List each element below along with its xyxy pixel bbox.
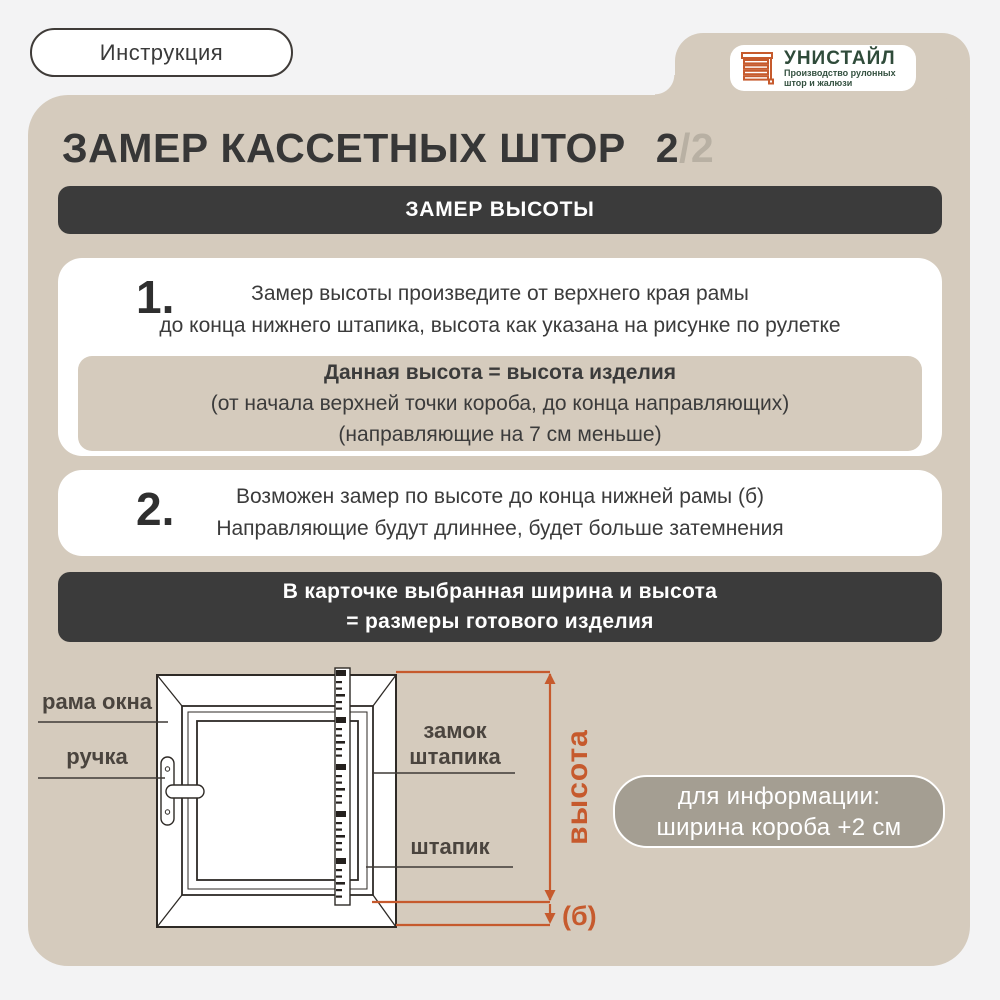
label-bead: штапик: [410, 834, 490, 859]
brand-text: [784, 49, 896, 88]
bottom-bar: [58, 572, 942, 642]
label-b: (б): [562, 901, 597, 931]
bottom-bar-line-2: = размеры готового изделия: [346, 610, 654, 633]
step-1-note-line-3: (направляющие на 7 см меньше): [338, 423, 662, 446]
step-1-line-2: до конца нижнего штапика, высота как указана на рисунке по рулетке: [159, 314, 841, 337]
step-1-box: [58, 258, 942, 456]
info-box-line-2: ширина короба +2 см: [656, 813, 902, 841]
page-number-current: 2: [655, 124, 680, 171]
page-title-text: ЗАМЕР КАССЕТНЫХ ШТОР: [62, 124, 626, 171]
page-title: [62, 122, 938, 174]
section-bar-height: [58, 186, 942, 234]
label-window-frame: рама окна: [42, 689, 152, 714]
instruction-badge-label: Инструкция: [99, 39, 224, 65]
page-number-total: /2: [679, 124, 715, 171]
step-1-number: 1.: [136, 271, 175, 323]
window-drawing: [157, 675, 396, 927]
card-tab-fillet: [655, 75, 675, 95]
step-1-line-1: Замер высоты произведите от верхнего края рамы: [251, 282, 749, 305]
label-height: высота: [561, 729, 594, 845]
label-handle: ручка: [66, 744, 128, 769]
height-measure-lines: [372, 672, 556, 925]
step-2-box: [58, 470, 942, 556]
brand-name: УНИСТАЙЛ: [784, 47, 896, 69]
step-1-note-line-2: (от начала верхней точки короба, до конца направляющих): [210, 392, 790, 415]
label-bead-lock-1: замок: [423, 718, 487, 743]
step-1-note: [78, 356, 922, 451]
step-1-text: [159, 278, 840, 342]
step-2-line-1: Возможен замер по высоте до конца нижней рамы (б): [235, 485, 764, 508]
info-box-line-1: для информации:: [677, 782, 881, 810]
info-box: [613, 775, 945, 848]
step-1-note-line-1: Данная высота = высота изделия: [324, 361, 676, 384]
step-2-line-2: Направляющие будут длиннее, будет больше затемнения: [216, 517, 784, 540]
measuring-tape: [335, 668, 350, 905]
step-2-text: [216, 481, 783, 545]
brand-logo: [730, 45, 916, 91]
brand-subtitle-2: штор и жалюзи: [784, 77, 853, 88]
section-bar-label: ЗАМЕР ВЫСОТЫ: [405, 198, 595, 221]
bottom-bar-line-1: В карточке выбранная ширина и высота: [282, 580, 718, 603]
instruction-badge: [30, 28, 293, 77]
label-bead-lock-2: штапика: [409, 744, 501, 769]
step-2-number: 2.: [136, 483, 175, 535]
blinds-icon: [738, 48, 778, 88]
brand-subtitle-1: Производство рулонных: [784, 67, 896, 78]
